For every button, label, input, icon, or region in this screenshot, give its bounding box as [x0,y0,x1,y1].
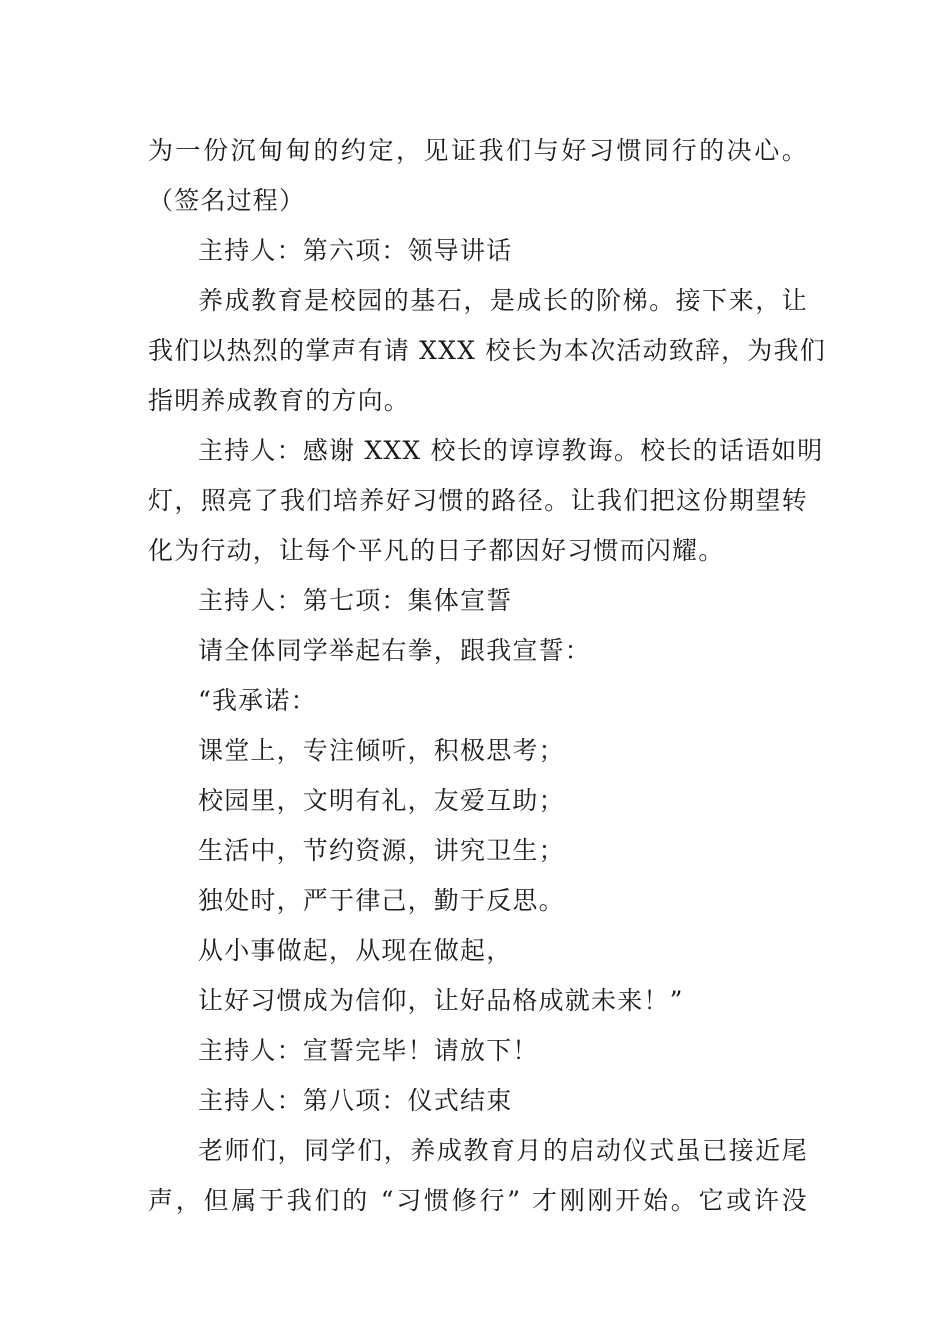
text-line-4: 养成教育是校园的基石，是成长的阶梯。接下来，让 [198,286,808,315]
section-heading-7: 主持人：第七项：集体宣誓 [198,586,513,615]
text-line-21: 老师们，同学们，养成教育月的启动仪式虽已接近尾 [198,1136,808,1165]
text-line-9: 化为行动，让每个平凡的日子都因好习惯而闪耀。 [148,536,725,565]
oath-line-3: 校园里，文明有礼，友爱互助； [198,786,565,815]
oath-line-1: “我承诺： [198,686,317,715]
text-line-5: 我们以热烈的掌声有请 XXX 校长为本次活动致辞，为我们 [148,336,826,365]
text-line-2: （签名过程） [148,186,306,215]
oath-line-2: 课堂上，专注倾听，积极思考； [198,736,565,765]
text-line-8: 灯，照亮了我们培养好习惯的路径。让我们把这份期望转 [148,486,808,515]
text-line-11: 请全体同学举起右拳，跟我宣誓： [198,636,592,665]
oath-line-4: 生活中，节约资源，讲究卫生； [198,836,565,865]
text-line-6: 指明养成教育的方向。 [148,386,411,415]
text-line-1: 为一份沉甸甸的约定，见证我们与好习惯同行的决心。 [148,136,808,165]
text-line-19: 主持人：宣誓完毕！请放下！ [198,1036,539,1065]
section-heading-8: 主持人：第八项：仪式结束 [198,1086,513,1115]
section-heading-6: 主持人：第六项：领导讲话 [198,236,513,265]
oath-line-6: 从小事做起，从现在做起， [198,936,513,965]
text-line-7: 主持人：感谢 XXX 校长的谆谆教诲。校长的话语如明 [198,436,824,465]
oath-line-5: 独处时，严于律己，勤于反思。 [198,886,565,915]
oath-line-7: 让好习惯成为信仰，让好品格成就未来！” [198,986,684,1015]
text-line-22: 声，但属于我们的 “习惯修行” 才刚刚开始。它或许没 [148,1186,808,1215]
